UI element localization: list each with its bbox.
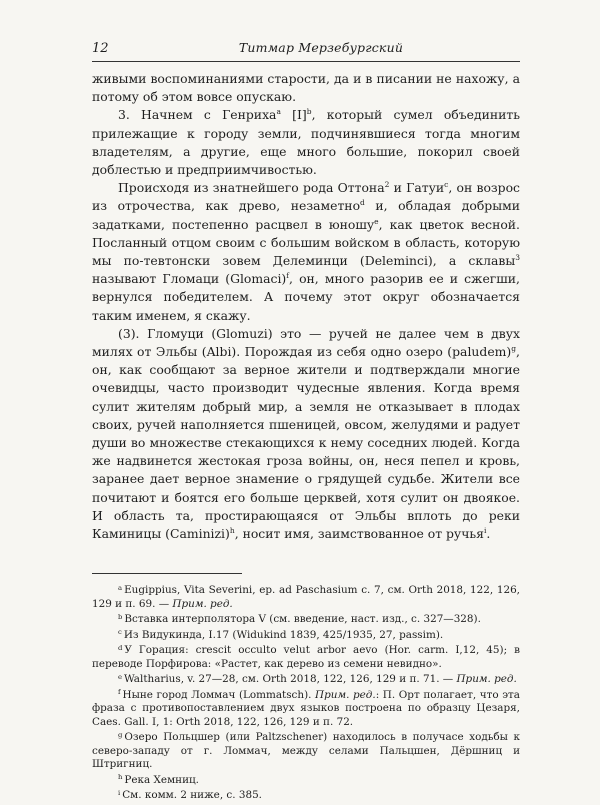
running-header (92, 40, 520, 62)
footnote-ref: d (360, 198, 365, 208)
footnote-ref: e (374, 216, 379, 226)
footnote-a: $^a$ Eugippius, Vita Severini, ep. ad Paschasium c. 7, см. Orth 2018, 122, 126, 129 и п. 69. — Прим. ред. (92, 583, 520, 610)
paragraph-1: живыми воспоминаниями старости, да и в писании не нахожу, а потому об этом вовсе опускаю. (92, 71, 520, 105)
footnote-i: $^i$ См. комм. 2 ниже, с. 385. (118, 788, 262, 802)
paragraph-2: 3. Начнем с Генриха$^a$ $[I]^b$, который сумел объединить прилежащие к городу земли, подчинявшиеся тогда многим владетелям, а другие, еще много большие, покорил своей доблестью и предприимчивостью. (92, 107, 520, 178)
footnote-g: $^g$ Озеро Польцшер (или Paltzschener) находилось в получасе ходьбы к северо-западу от г. Ломмач, между селами Пальцшен, Дёршниц и Штригниц. (92, 730, 520, 771)
footnote-h: $^h$ Река Хемниц. (118, 773, 199, 786)
running-title: Титмар Мерзебургский (238, 40, 404, 55)
footnote-ref: a (276, 107, 281, 117)
endnote-ref: 3 (515, 253, 520, 263)
footnote-d: $^d$ У Горация: crescit occulto velut arbor aevo (Hor. carm. I,12, 45); в переводе Порфирова: «Растет, как дерево из семени невидно». (92, 643, 520, 670)
footnotes (92, 584, 520, 803)
book-page (92, 40, 520, 805)
footnote-ref: f (286, 271, 290, 281)
footnote-e: $^e$ Waltharius, v. 27—28, см. Orth 2018, 122, 126, 129 и п. 71. — Прим. ред. (118, 672, 517, 686)
paragraph-4: (3). Гломуци (Glomuzi) это — ручей не далее чем в двух милях от Эльбы (Albi). Порождая из себя одно озеро (paludem)$^g$, он, как сообщают за верное жители и подтверждали многие очевидцы, часто производит чудесные явления. Когда время сулит жителям добрый мир, а земля не отказывает в плодах своих, ручей наполняется пшеницей, овсом, желудями и радует души во множестве стекающихся к нему соседних людей. Когда же надвинется жестокая гроза войны, он, неся пепел и кровь, заранее дает верное знамение о грядущей судьбе. Жители все почитают и боятся его больше церквей, хотя сулит он двоякое. И область та, простирающаяся от Эльбы вплоть до реки Каминицы (Caminizi)$^h$, носит имя, заимствованное от ручья$^i$. (92, 325, 520, 542)
paragraph-3: Происходя из знатнейшего рода Оттона$^2$ и Гатуи$^c$, он возрос из отрочества, как древо, незаметно$^d$ и, обладая добрыми задатками, постепенно расцвел в юношу$^e$, как цветок весной. Посланный отцом своим с большим войском в область, которую мы по-тевтонски зовем Делеминци (Deleminci), а склавы$^3$ называют Гломаци (Glomaci)$^f$, он, много разорив ее и сжегши, вернулся победителем. А почему этот округ обозначается таким именем, я скажу. (92, 180, 521, 323)
footnote-ref: c (444, 180, 449, 190)
page-number: 12 (92, 41, 109, 56)
footnote-f: $^f$ Ныне город Ломмач (Lommatsch). Прим. ред.: П. Орт полагает, что эта фраза с противопоставлением двух языков построена по образцу Цезаря, Caes. Gall. I, 1: Orth 2018, 122, 126, 129 и п. 72. (92, 688, 520, 728)
main-text (92, 70, 520, 543)
footnote-b: $^b$ Вставка интерполятора V (см. введение, наст. изд., с. 327—328). (118, 612, 481, 626)
endnote-ref: 2 (384, 180, 390, 190)
footnote-ref: g (511, 344, 517, 354)
footnote-divider (92, 573, 242, 574)
footnote-c: $^c$ Из Видукинда, I.17 (Widukind 1839, 425/1935, 27, passim). (118, 628, 444, 641)
footnote-ref: i (483, 526, 487, 536)
footnote-ref: b (306, 107, 312, 117)
footnote-ref: h (229, 526, 235, 536)
